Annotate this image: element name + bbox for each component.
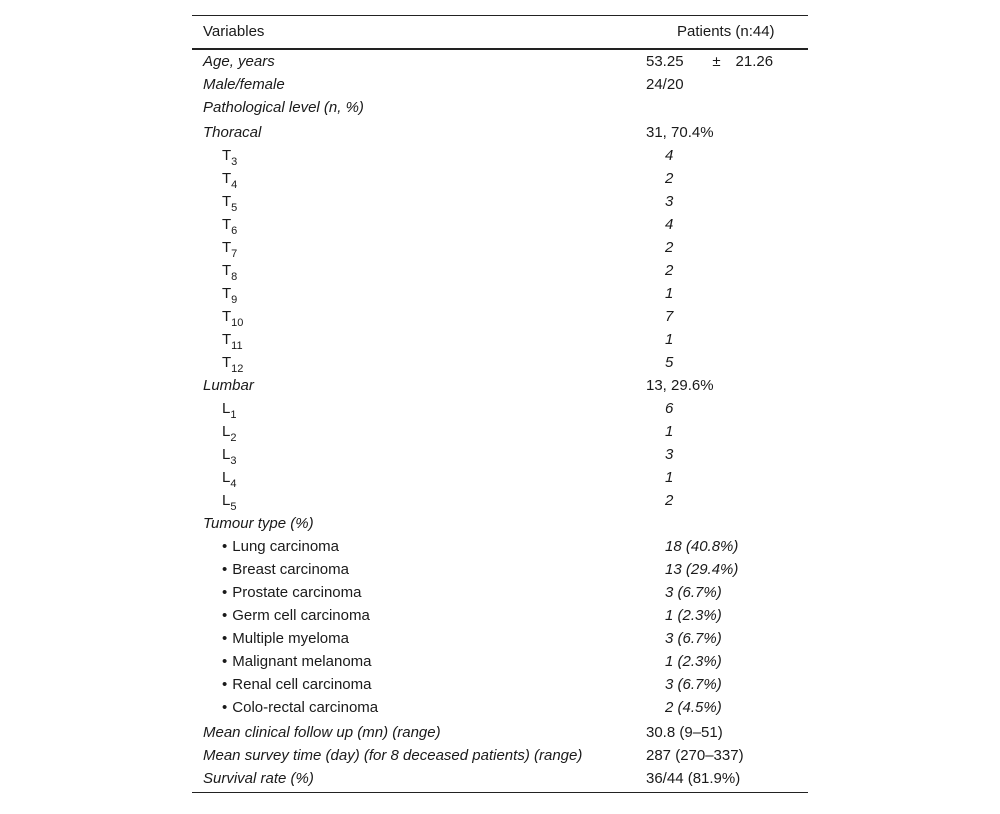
level-letter: T	[222, 147, 232, 164]
level-count: 7	[665, 308, 674, 325]
tumour-type-list	[192, 535, 808, 719]
tumour-name: • Colo-rectal carcinoma	[192, 696, 665, 719]
tumour-row	[192, 627, 808, 650]
survey-time-row	[192, 744, 808, 767]
lumbar-value: 13, 29.6%	[646, 377, 714, 394]
level-letter: T	[222, 216, 232, 233]
level-label	[192, 397, 665, 422]
tumour-type-label: Tumour type (%)	[203, 515, 314, 532]
level-row	[192, 305, 808, 328]
level-row	[192, 328, 808, 351]
level-count: 1	[665, 285, 674, 302]
level-count: 4	[665, 216, 674, 233]
level-label	[192, 443, 665, 468]
pathological-level-row	[192, 96, 808, 119]
lumbar-levels	[192, 397, 808, 512]
level-row	[192, 190, 808, 213]
level-label	[192, 351, 665, 376]
age-label: Age, years	[203, 53, 275, 70]
level-letter: T	[222, 239, 232, 256]
bottom-rule	[192, 792, 808, 793]
tumour-row	[192, 535, 808, 558]
header-variables: Variables	[203, 23, 265, 40]
thoracal-row	[192, 121, 808, 144]
tumour-row	[192, 650, 808, 673]
tumour-name: • Prostate carcinoma	[192, 581, 665, 604]
level-number: 11	[231, 340, 243, 352]
level-count: 3	[665, 446, 674, 463]
tumour-row	[192, 558, 808, 581]
level-row	[192, 443, 808, 466]
level-count: 4	[665, 147, 674, 164]
level-number: 12	[231, 363, 244, 375]
level-row	[192, 167, 808, 190]
level-row	[192, 397, 808, 420]
tumour-row	[192, 696, 808, 719]
tumour-name: • Malignant melanoma	[192, 650, 665, 673]
tumour-value: 1 (2.3%)	[665, 607, 722, 624]
level-count: 5	[665, 354, 674, 371]
sex-label: Male/female	[203, 76, 285, 93]
tumour-row	[192, 604, 808, 627]
tumour-value: 3 (6.7%)	[665, 630, 722, 647]
tumour-name: • Renal cell carcinoma	[192, 673, 665, 696]
level-letter: L	[222, 423, 231, 440]
level-letter: T	[222, 262, 232, 279]
tumour-name: • Lung carcinoma	[192, 535, 665, 558]
level-number: 7	[231, 248, 238, 260]
level-row	[192, 351, 808, 374]
level-label	[192, 190, 665, 215]
level-label	[192, 420, 665, 445]
thoracal-label: Thoracal	[203, 124, 262, 141]
level-number: 10	[231, 317, 244, 329]
level-label	[192, 144, 665, 169]
tumour-value: 18 (40.8%)	[665, 538, 739, 555]
header-row	[192, 16, 808, 48]
survey-time-value: 287 (270–337)	[646, 747, 744, 764]
age-sd: 21.26	[735, 53, 774, 70]
level-row	[192, 489, 808, 512]
pathological-level-label: Pathological level (n, %)	[203, 99, 364, 116]
level-letter: T	[222, 308, 232, 325]
tumour-row	[192, 673, 808, 696]
level-label	[192, 282, 665, 307]
survival-value: 36/44 (81.9%)	[646, 770, 741, 787]
level-number: 6	[231, 225, 238, 237]
tumour-type-row	[192, 512, 808, 535]
level-row	[192, 282, 808, 305]
thoracal-value: 31, 70.4%	[646, 124, 714, 141]
tumour-name: • Germ cell carcinoma	[192, 604, 665, 627]
thoracal-levels	[192, 144, 808, 374]
level-row	[192, 420, 808, 443]
level-label	[192, 236, 665, 261]
level-row	[192, 259, 808, 282]
lumbar-row	[192, 374, 808, 397]
level-count: 2	[665, 262, 674, 279]
level-count: 2	[665, 239, 674, 256]
lumbar-label: Lumbar	[203, 377, 254, 394]
tumour-row	[192, 581, 808, 604]
age-value	[646, 50, 808, 73]
level-number: 5	[231, 202, 238, 214]
level-number: 5	[230, 501, 237, 513]
level-count: 1	[665, 469, 674, 486]
level-letter: L	[222, 446, 231, 463]
survey-time-label: Mean survey time (day) (for 8 deceased patients) (range)	[203, 747, 583, 764]
level-count: 1	[665, 423, 674, 440]
level-label	[192, 167, 665, 192]
level-number: 8	[231, 271, 238, 283]
level-number: 4	[231, 179, 238, 191]
follow-up-label: Mean clinical follow up (mn) (range)	[203, 724, 441, 741]
level-label	[192, 305, 665, 330]
level-row	[192, 213, 808, 236]
level-label	[192, 213, 665, 238]
tumour-name: • Multiple myeloma	[192, 627, 665, 650]
level-letter: L	[222, 469, 231, 486]
level-number: 4	[230, 478, 237, 490]
follow-up-value: 30.8 (9–51)	[646, 724, 723, 741]
level-number: 2	[230, 432, 237, 444]
tumour-value: 1 (2.3%)	[665, 653, 722, 670]
level-letter: T	[222, 193, 232, 210]
tumour-name: • Breast carcinoma	[192, 558, 665, 581]
level-letter: T	[222, 331, 232, 348]
level-label	[192, 489, 665, 514]
level-number: 1	[230, 409, 237, 421]
level-row	[192, 236, 808, 259]
survival-label: Survival rate (%)	[203, 770, 314, 787]
level-row	[192, 144, 808, 167]
level-label	[192, 328, 665, 353]
tumour-value: 3 (6.7%)	[665, 676, 722, 693]
level-label	[192, 466, 665, 491]
level-label	[192, 259, 665, 284]
level-count: 1	[665, 331, 674, 348]
sex-row	[192, 73, 808, 96]
tumour-value: 3 (6.7%)	[665, 584, 722, 601]
tumour-value: 13 (29.4%)	[665, 561, 739, 578]
survival-row	[192, 767, 808, 790]
level-count: 6	[665, 400, 674, 417]
level-number: 3	[230, 455, 237, 467]
level-count: 2	[665, 492, 674, 509]
follow-up-row	[192, 721, 808, 744]
level-number: 3	[231, 156, 238, 168]
level-letter: T	[222, 354, 232, 371]
age-mean: 53.25	[646, 53, 684, 70]
age-row	[192, 50, 808, 73]
sex-value: 24/20	[646, 76, 684, 93]
patient-characteristics-table	[192, 15, 808, 793]
level-letter: T	[222, 285, 232, 302]
level-count: 2	[665, 170, 674, 187]
tumour-value: 2 (4.5%)	[665, 699, 722, 716]
header-patients: Patients (n:44)	[677, 23, 775, 40]
level-letter: T	[222, 170, 232, 187]
level-count: 3	[665, 193, 674, 210]
level-number: 9	[231, 294, 238, 306]
level-letter: L	[222, 400, 231, 417]
level-row	[192, 466, 808, 489]
plus-minus: ±	[712, 53, 721, 70]
level-letter: L	[222, 492, 231, 509]
